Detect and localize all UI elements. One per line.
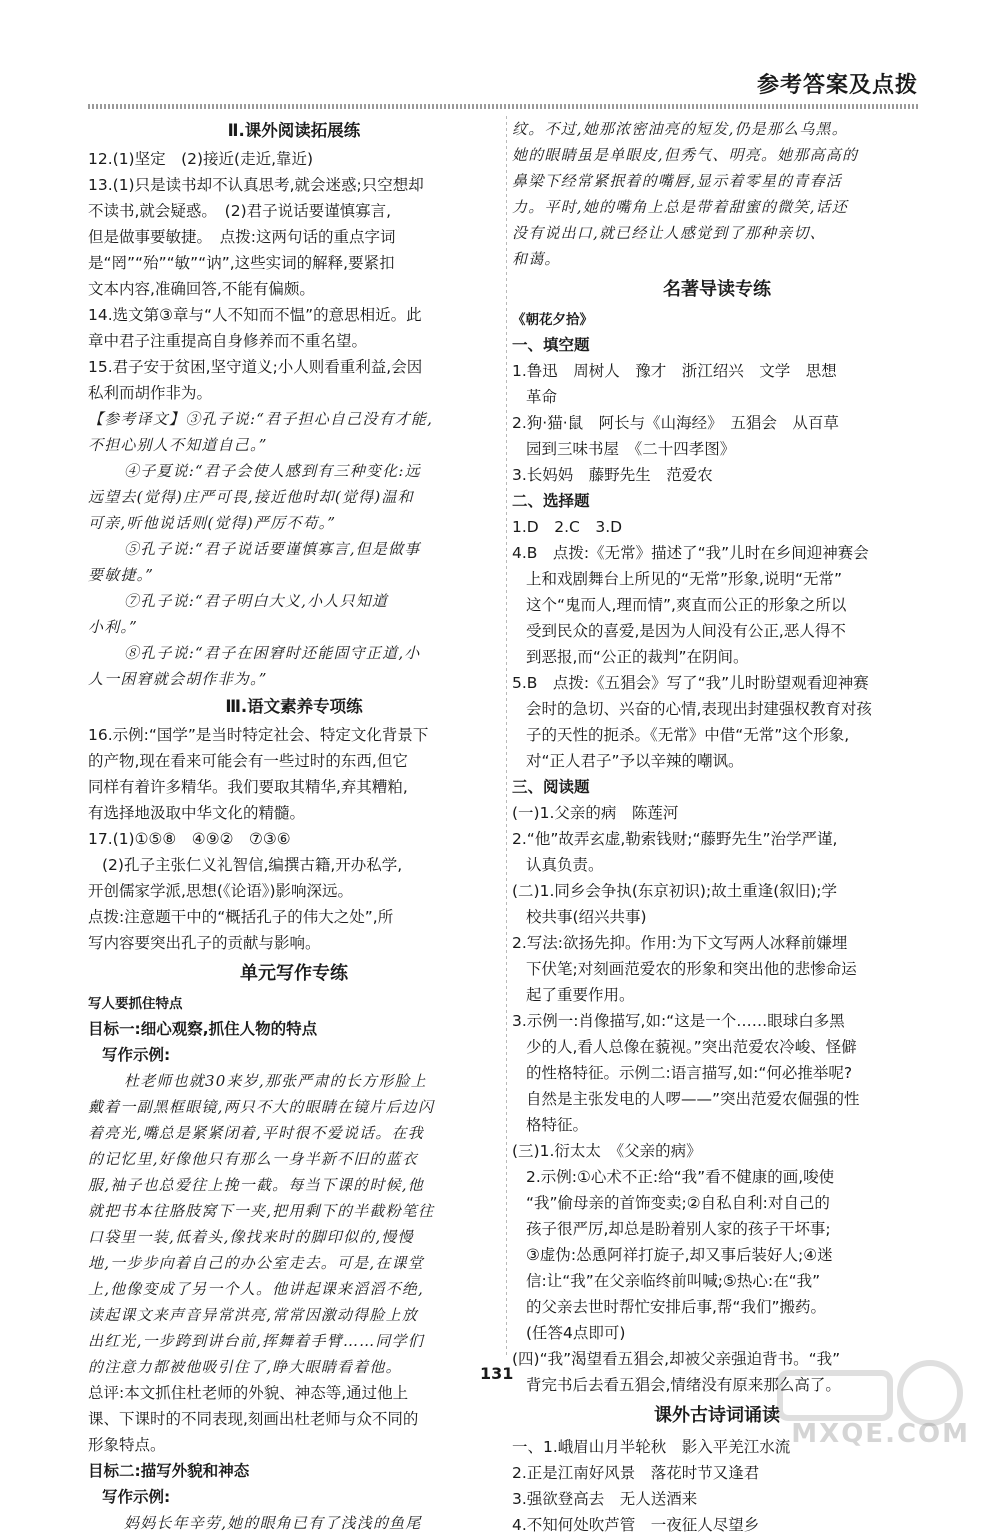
answer-line: 16.示例:“国学”是当时特定社会、特定文化背景下	[88, 726, 429, 744]
subsection-heading: 写人要抓住特点	[88, 996, 183, 1012]
answer-line: 3.示例一:肖像描写,如:“这是一个……眼球白多黑	[512, 1012, 845, 1030]
example-label: 写作示例:	[102, 1046, 171, 1064]
answer-line: 4.B 点拨:《无常》描述了“我”儿时在乡间迎神赛会	[512, 544, 869, 562]
translation-line: ⑤孔子说:“君子说话要谨慎寡言,但是做事	[124, 540, 421, 558]
answer-line: 这个“鬼而人,理而情”,爽直而公正的形象之所以	[526, 596, 847, 614]
header-dotted-rule	[88, 104, 918, 109]
answer-line: 下伏笔;对刻画范爱农的形象和突出他的悲惨命运	[526, 960, 857, 978]
answer-line: 受到民众的喜爱,是因为人间没有公正,恶人得不	[526, 622, 846, 640]
answer-line: 认真负责。	[526, 856, 604, 874]
answer-line: 革命	[526, 388, 558, 406]
answer-line: 同样有着许多精华。我们要取其精华,弃其糟粕,	[88, 778, 408, 796]
translation-line: 不担心别人不知道自己。”	[88, 436, 268, 454]
answer-line: 开创儒家学派,思想(《论语》)影响深远。	[88, 882, 354, 900]
example-line: 她的眼睛虽是单眼皮,但秀气、明亮。她那高高的	[512, 146, 859, 164]
answer-line: 的性格特征。示例二:语言描写,如:“何必推举呢?	[526, 1064, 853, 1082]
answer-line: 14.选文第③章与“人不知而不愠”的意思相近。此	[88, 306, 422, 324]
goal-heading: 目标二:描写外貌和神态	[88, 1462, 250, 1480]
answer-line: 到恶报,而“公正的裁判”在阴间。	[526, 648, 749, 666]
translation-line: ⑧孔子说:“君子在困窘时还能固守正道,小	[124, 644, 421, 662]
answer-line: 私利而胡作非为。	[88, 384, 213, 402]
translation-line: 小利。”	[88, 618, 138, 636]
answer-line: 是“罔”“殆”“敏”“讷”,这些实词的解释,要紧扣	[88, 254, 395, 272]
answer-line: (任答4点即可)	[526, 1324, 626, 1342]
example-line: 出红光,一步跨到讲台前,挥舞着手臂……同学们	[88, 1332, 424, 1350]
example-line: 的记忆里,好像他只有那么一身半新不旧的蓝衣	[88, 1150, 418, 1168]
example-line: 的注意力都被他吸引住了,睁大眼睛看着他。	[88, 1358, 402, 1376]
watermark-text: MXQE.COM	[791, 1419, 970, 1449]
page-header-title: 参考答案及点拨	[756, 73, 918, 98]
answer-line: 园到三味书屋 《二十四孝图》	[526, 440, 736, 458]
answer-line: 孩子很严厉,却总是盼着别人家的孩子干坏事;	[526, 1220, 831, 1238]
answer-line: 12.(1)坚定 (2)接近(走近,靠近)	[88, 150, 314, 168]
answer-line: 2.狗·猫·鼠 阿长与《山海经》 五猖会 从百草	[512, 414, 839, 432]
example-line: 着亮光,嘴总是紧紧闭着,平时很不爱说话。在我	[88, 1124, 424, 1142]
answer-line: 15.君子安于贫困,坚守道义;小人则看重利益,会因	[88, 358, 423, 376]
answer-line: 少的人,看人总像在藐视。”突出范爱农冷峻、怪僻	[526, 1038, 857, 1056]
answer-line: 写内容要突出孔子的贡献与影响。	[88, 934, 321, 952]
answer-line: (三)1.衍太太 《父亲的病》	[512, 1142, 702, 1160]
answer-line: 1.D 2.C 3.D	[512, 518, 623, 536]
left-column	[88, 116, 500, 1536]
example-line: 妈妈长年辛劳,她的眼角已有了浅浅的鱼尾	[124, 1514, 422, 1532]
answer-line: 子的天性的扼杀。《无常》中借“无常”这个形象,	[526, 726, 850, 744]
right-column	[512, 116, 922, 1538]
answer-line: 对“正人君子”予以辛辣的嘲讽。	[526, 752, 744, 770]
example-label: 写作示例:	[102, 1488, 171, 1506]
answer-line: 文本内容,准确回答,不能有偏颇。	[88, 280, 315, 298]
translation-line: 要敏捷。”	[88, 566, 155, 584]
answer-line: ③虚伪:怂恿阿祥打旋子,却又事后装好人;④迷	[526, 1246, 833, 1264]
answer-line: 自然是主张发电的人啰——”突出范爱农倔强的性	[526, 1090, 860, 1108]
goal-heading: 目标一:细心观察,抓住人物的特点	[88, 1020, 318, 1038]
answer-line: “我”偷母亲的首饰变卖;②自私自利:对自己的	[526, 1194, 830, 1212]
answer-line: 会时的急切、兴奋的心情,表现出封建强权教育对孩	[526, 700, 872, 718]
answer-line: 2.正是江南好风景 落花时节又逢君	[512, 1464, 760, 1482]
summary-line: 课、下课时的不同表现,刻画出杜老师与众不同的	[88, 1410, 419, 1428]
example-line: 纹。不过,她那浓密油亮的短发,仍是那么乌黑。	[512, 120, 848, 138]
answer-line: 校共事(绍兴共事)	[526, 908, 647, 926]
answer-line: 1.鲁迅 周树人 豫才 浙江绍兴 文学 思想	[512, 362, 837, 380]
example-line: 戴着一副黑框眼镜,两只不大的眼睛在镜片后边闪	[88, 1098, 435, 1116]
section-heading: Ⅱ.课外阅读拓展练	[227, 121, 361, 140]
answer-line: 2.“他”故弄玄虚,勒索钱财;“藤野先生”治学严谨,	[512, 830, 838, 848]
answer-line: 3.强欲登高去 无人送酒来	[512, 1490, 698, 1508]
example-line: 鼻梁下经常紧抿着的嘴唇,显示着零星的青春活	[512, 172, 842, 190]
section-heading: 课外古诗词诵读	[654, 1405, 780, 1426]
answer-line: 有选择地汲取中华文化的精髓。	[88, 804, 306, 822]
answer-line: (二)1.同乡会争执(东京初识);故土重逢(叙旧);学	[512, 882, 838, 900]
translation-line: 人一困窘就会胡作非为。”	[88, 670, 268, 688]
translation-line: ④子夏说:“君子会使人感到有三种变化:远	[124, 462, 421, 480]
translation-line: ⑦孔子说:“君子明白大义,小人只知道	[124, 592, 389, 610]
answer-line: (四)“我”渴望看五猖会,却被父亲强迫背书。“我”	[512, 1350, 841, 1368]
question-type-heading: 一、填空题	[512, 336, 590, 354]
example-line: 力。平时,她的嘴角上总是带着甜蜜的微笑,话还	[512, 198, 848, 216]
example-line: 杜老师也就30来岁,那张严肃的长方形脸上	[124, 1072, 427, 1090]
example-line: 没有说出口,就已经让人感觉到了那种亲切、	[512, 224, 826, 242]
question-type-heading: 三、阅读题	[512, 778, 590, 796]
answer-line: 2.示例:①心术不正:给“我”看不健康的画,唆使	[526, 1168, 835, 1186]
example-line: 口袋里一装,低着头,像找来时的脚印似的,慢慢	[88, 1228, 414, 1246]
example-line: 上,他像变成了另一个人。他讲起课来滔滔不绝,	[88, 1280, 424, 1298]
column-divider	[506, 116, 507, 1356]
answer-line: (2)孔子主张仁义礼智信,编撰古籍,开办私学,	[102, 856, 403, 874]
answer-line: 但是做事要敏捷。 点拨:这两句话的重点字词	[88, 228, 396, 246]
example-line: 和蔼。	[512, 250, 561, 268]
book-title: 《朝花夕拾》	[512, 312, 593, 328]
answer-line: 17.(1)①⑤⑧ ④⑨② ⑦③⑥	[88, 830, 291, 848]
example-line: 就把书本往胳肢窝下一夹,把用剩下的半截粉笔往	[88, 1202, 435, 1220]
summary-line: 总评:本文抓住杜老师的外貌、神态等,通过他上	[88, 1384, 409, 1402]
section-heading: 名著导读专练	[663, 279, 771, 300]
question-type-heading: 二、选择题	[512, 492, 590, 510]
answer-line: 点拨:注意题干中的“概括孔子的伟大之处”,所	[88, 908, 394, 926]
answer-line: 起了重要作用。	[526, 986, 635, 1004]
answer-line: (一)1.父亲的病 陈莲河	[512, 804, 679, 822]
example-line: 读起课文来声音异常洪亮,常常因激动得脸上放	[88, 1306, 418, 1324]
page-number: 131	[480, 1364, 514, 1383]
translation-line: 【参考译文】③孔子说:“君子担心自己没有才能,	[88, 410, 434, 428]
section-heading: Ⅲ.语文素养专项练	[225, 697, 363, 716]
section-heading: 单元写作专练	[240, 963, 348, 984]
answer-line: 不读书,就会疑惑。 (2)君子说话要谨慎寡言,	[88, 202, 392, 220]
answer-line: 5.B 点拨:《五猖会》写了“我”儿时盼望观看迎神赛	[512, 674, 869, 692]
answer-line: 13.(1)只是读书却不认真思考,就会迷惑;只空想却	[88, 176, 424, 194]
answer-line: 的产物,现在看来可能会有一些过时的东西,但它	[88, 752, 408, 770]
example-line: 地,一步步向着自己的办公室走去。可是,在课堂	[88, 1254, 424, 1272]
answer-line: 背完书后去看五猖会,情绪没有原来那么高了。	[526, 1376, 841, 1394]
translation-line: 可亲,听他说话则(觉得)严厉不苟。”	[88, 514, 337, 532]
translation-line: 远望去(觉得)庄严可畏,接近他时却(觉得)温和	[88, 488, 414, 506]
summary-line: 形象特点。	[88, 1436, 166, 1454]
answer-line: 的父亲去世时帮忙安排后事,帮“我们”搬药。	[526, 1298, 826, 1316]
answer-line: 上和戏剧舞台上所见的“无常”形象,说明“无常”	[526, 570, 843, 588]
answer-line: 信:让“我”在父亲临终前叫喊;⑤热心:在“我”	[526, 1272, 821, 1290]
answer-line: 章中君子注重提高自身修养而不重名望。	[88, 332, 368, 350]
answer-line: 一、1.峨眉山月半轮秋 影入平羌江水流	[512, 1438, 791, 1456]
example-line: 服,袖子也总爱往上挽一截。每当下课的时候,他	[88, 1176, 424, 1194]
answer-line: 4.不知何处吹芦管 一夜征人尽望乡	[512, 1516, 760, 1534]
answer-line: 格特征。	[526, 1116, 589, 1134]
answer-line: 3.长妈妈 藤野先生 范爱农	[512, 466, 713, 484]
answer-line: 2.写法:欲扬先抑。作用:为下文写两人冰释前嫌埋	[512, 934, 848, 952]
